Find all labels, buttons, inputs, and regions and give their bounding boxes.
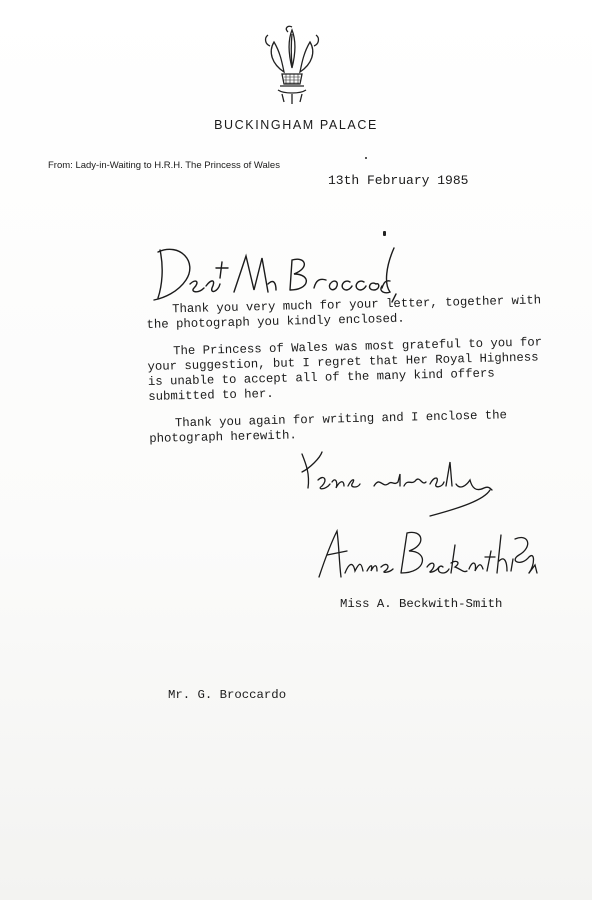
body-paragraph-3: Thank you again for writing and I enclose the photograph herewith. <box>149 408 508 446</box>
body-paragraph-2: The Princess of Wales was most grateful to you for your suggestion, but I regret that Her Royal Highness is unable to accept all of the many kind offers submitted to her. <box>147 335 543 404</box>
signatory-name: Miss A. Beckwith-Smith <box>340 597 503 611</box>
handwritten-signature <box>315 515 540 585</box>
from-line: From: Lady-in-Waiting to H.R.H. The Princess of Wales <box>48 160 280 171</box>
handwritten-closing <box>300 450 500 520</box>
paper-speck <box>383 231 386 236</box>
prince-of-wales-feathers-icon <box>262 24 322 106</box>
letter-date: 13th February 1985 <box>328 173 469 188</box>
addressee-name: Mr. G. Broccardo <box>168 688 287 702</box>
body-paragraph-1: Thank you very much for your letter, together with the photograph you kindly enclosed. <box>146 293 542 332</box>
letterhead-title: BUCKINGHAM PALACE <box>214 118 378 132</box>
paper-speck <box>365 157 367 159</box>
letter-body <box>146 293 550 459</box>
